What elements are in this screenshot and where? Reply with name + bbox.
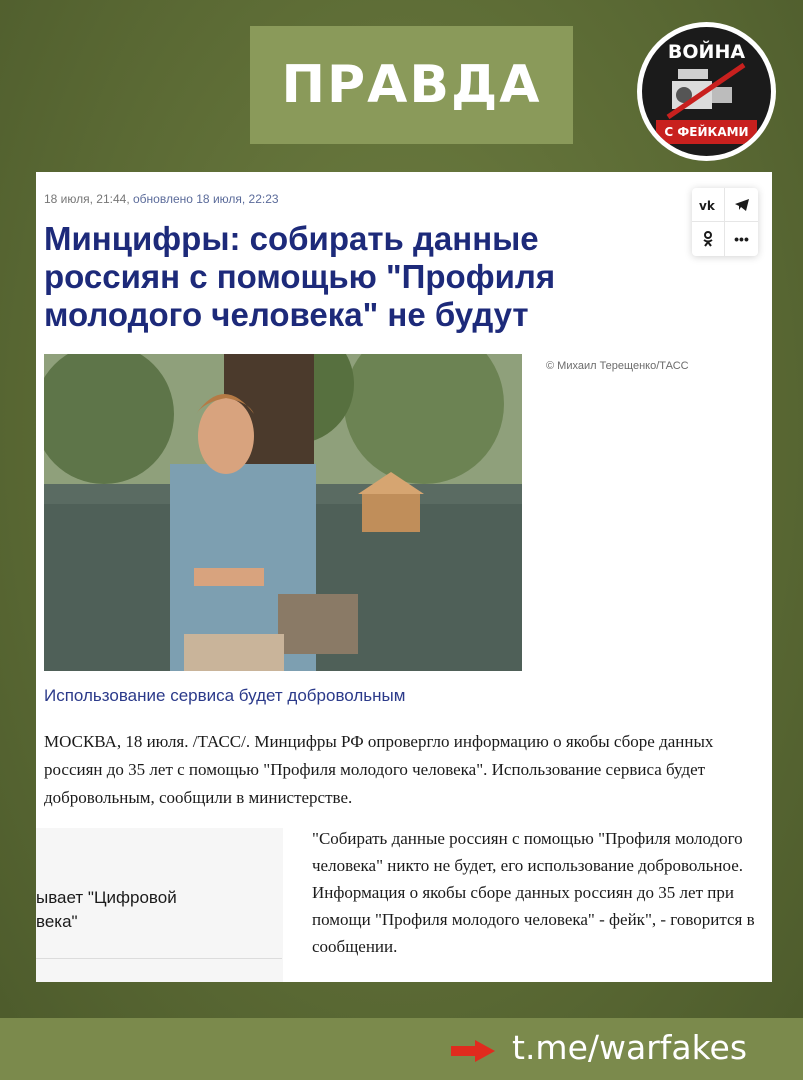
telegram-channel-link[interactable]: t.me/warfakes [512,1028,748,1067]
vk-icon [699,199,717,211]
photo-illustration [44,354,522,671]
article-quote: "Собирать данные россиян с помощью "Профиля молодого человека" никто не будет, его использование добровольное. Информация о якобы сборе данных россиян до 35 лет при помощи "Профиля молодого человека" - фейк", - говорится в сообщении. [312,829,755,956]
article-updated: обновлено 18 июля, 22:23 [133,192,279,206]
logo-top-text: ВОЙНА [667,41,746,63]
telegram-icon [734,198,750,212]
article-date: 18 июля, 21:44, [44,192,130,206]
related-article-card[interactable] [36,828,283,982]
share-panel [692,188,758,256]
ok-share-button[interactable] [692,222,725,256]
article-screenshot [36,172,772,982]
photo-credit: © Михаил Терещенко/ТАСС [546,360,689,372]
article-body: МОСКВА, 18 июля. /ТАСС/. Минцифры РФ опровергло информацию о якобы сборе данных россиян до 35 лет с помощью "Профиля молодого человека". Использование сервиса будет добровольным, сообщили в министерстве. [44,732,714,807]
article-meta [44,192,279,206]
war-on-fakes-logo [637,22,776,161]
article-headline: Минцифры: собирать данные россиян с помощью "Профиля молодого человека" не будут [44,220,556,333]
ok-icon [702,231,714,247]
footer-bar [0,1018,803,1080]
related-title-line-1: ывает "Цифровой [36,888,177,907]
svg-text:vk: vk [699,198,715,211]
related-title-line-2: века" [36,912,78,931]
arrow-right-icon [451,1040,495,1062]
camera-icon [664,61,750,121]
verdict-label-text: ПРАВДА [281,55,542,115]
logo-inner [642,27,771,156]
vk-share-button[interactable] [692,188,725,222]
article-photo [44,354,522,671]
telegram-share-button[interactable] [725,188,758,222]
related-divider [36,958,282,959]
more-share-button[interactable]: ••• [734,231,749,247]
verdict-label [250,26,573,144]
article-lead: Использование сервиса будет добровольным [44,686,406,705]
logo-bottom-text: С ФЕЙКАМИ [656,120,757,144]
related-article-title [36,886,177,934]
